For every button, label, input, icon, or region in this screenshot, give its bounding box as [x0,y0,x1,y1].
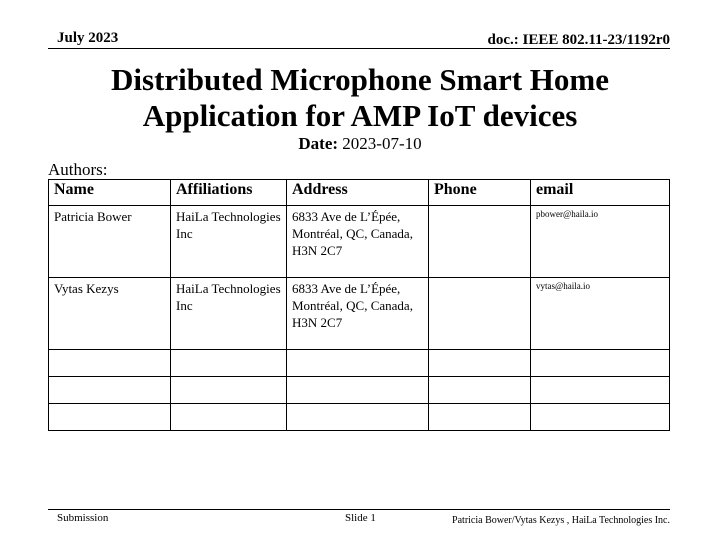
empty-cell [531,404,670,431]
empty-cell [531,350,670,377]
empty-cell [171,377,287,404]
empty-cell [429,350,531,377]
empty-cell [49,377,171,404]
author-name-cell: Vytas Kezys [49,278,171,350]
header-date: July 2023 [57,30,119,46]
author-affiliation-cell: HaiLa Technologies Inc [171,206,287,278]
column-header-affiliations: Affiliations [171,180,287,206]
author-phone-cell [429,278,531,350]
author-affiliation-cell: HaiLa Technologies Inc [171,278,287,350]
slide-title-line-1: Distributed Microphone Smart Home [111,62,609,97]
empty-cell [429,404,531,431]
slide-title [40,62,680,134]
empty-cell [287,404,429,431]
author-phone-cell [429,206,531,278]
table-row [49,278,670,350]
column-header-phone: Phone [429,180,531,206]
footer-submission: Submission [57,512,109,524]
column-header-email: email [531,180,670,206]
header-doc-id: doc.: IEEE 802.11-23/1192r0 [487,32,670,48]
authors-label: Authors: [48,160,108,179]
empty-cell [287,377,429,404]
empty-cell [531,377,670,404]
slide-title-line-2: Application for AMP IoT devices [142,98,578,133]
empty-cell [287,350,429,377]
column-header-name: Name [49,180,171,206]
footer-authors: Patricia Bower/Vytas Kezys , HaiLa Technologies Inc. [452,515,670,526]
author-email-cell: pbower@haila.io [531,206,670,278]
author-email-cell: vytas@haila.io [531,278,670,350]
date-value: 2023-07-10 [342,134,422,153]
table-row [49,206,670,278]
column-header-address: Address [287,180,429,206]
date-line [0,134,720,154]
empty-cell [171,350,287,377]
date-label: Date: [298,134,339,153]
empty-cell [171,404,287,431]
empty-cell [49,404,171,431]
table-header-row [49,180,670,206]
authors-table [48,179,670,431]
footer-slide-number: Slide 1 [345,512,376,524]
empty-cell [429,377,531,404]
footer-divider [48,509,670,510]
author-name-cell: Patricia Bower [49,206,171,278]
empty-table-row [49,350,670,377]
author-address-cell: 6833 Ave de L’Épée, Montréal, QC, Canada, H3N 2C7 [287,206,429,278]
empty-cell [49,350,171,377]
header-divider [48,48,670,49]
empty-table-row [49,404,670,431]
empty-table-row [49,377,670,404]
author-address-cell: 6833 Ave de L’Épée, Montréal, QC, Canada, H3N 2C7 [287,278,429,350]
